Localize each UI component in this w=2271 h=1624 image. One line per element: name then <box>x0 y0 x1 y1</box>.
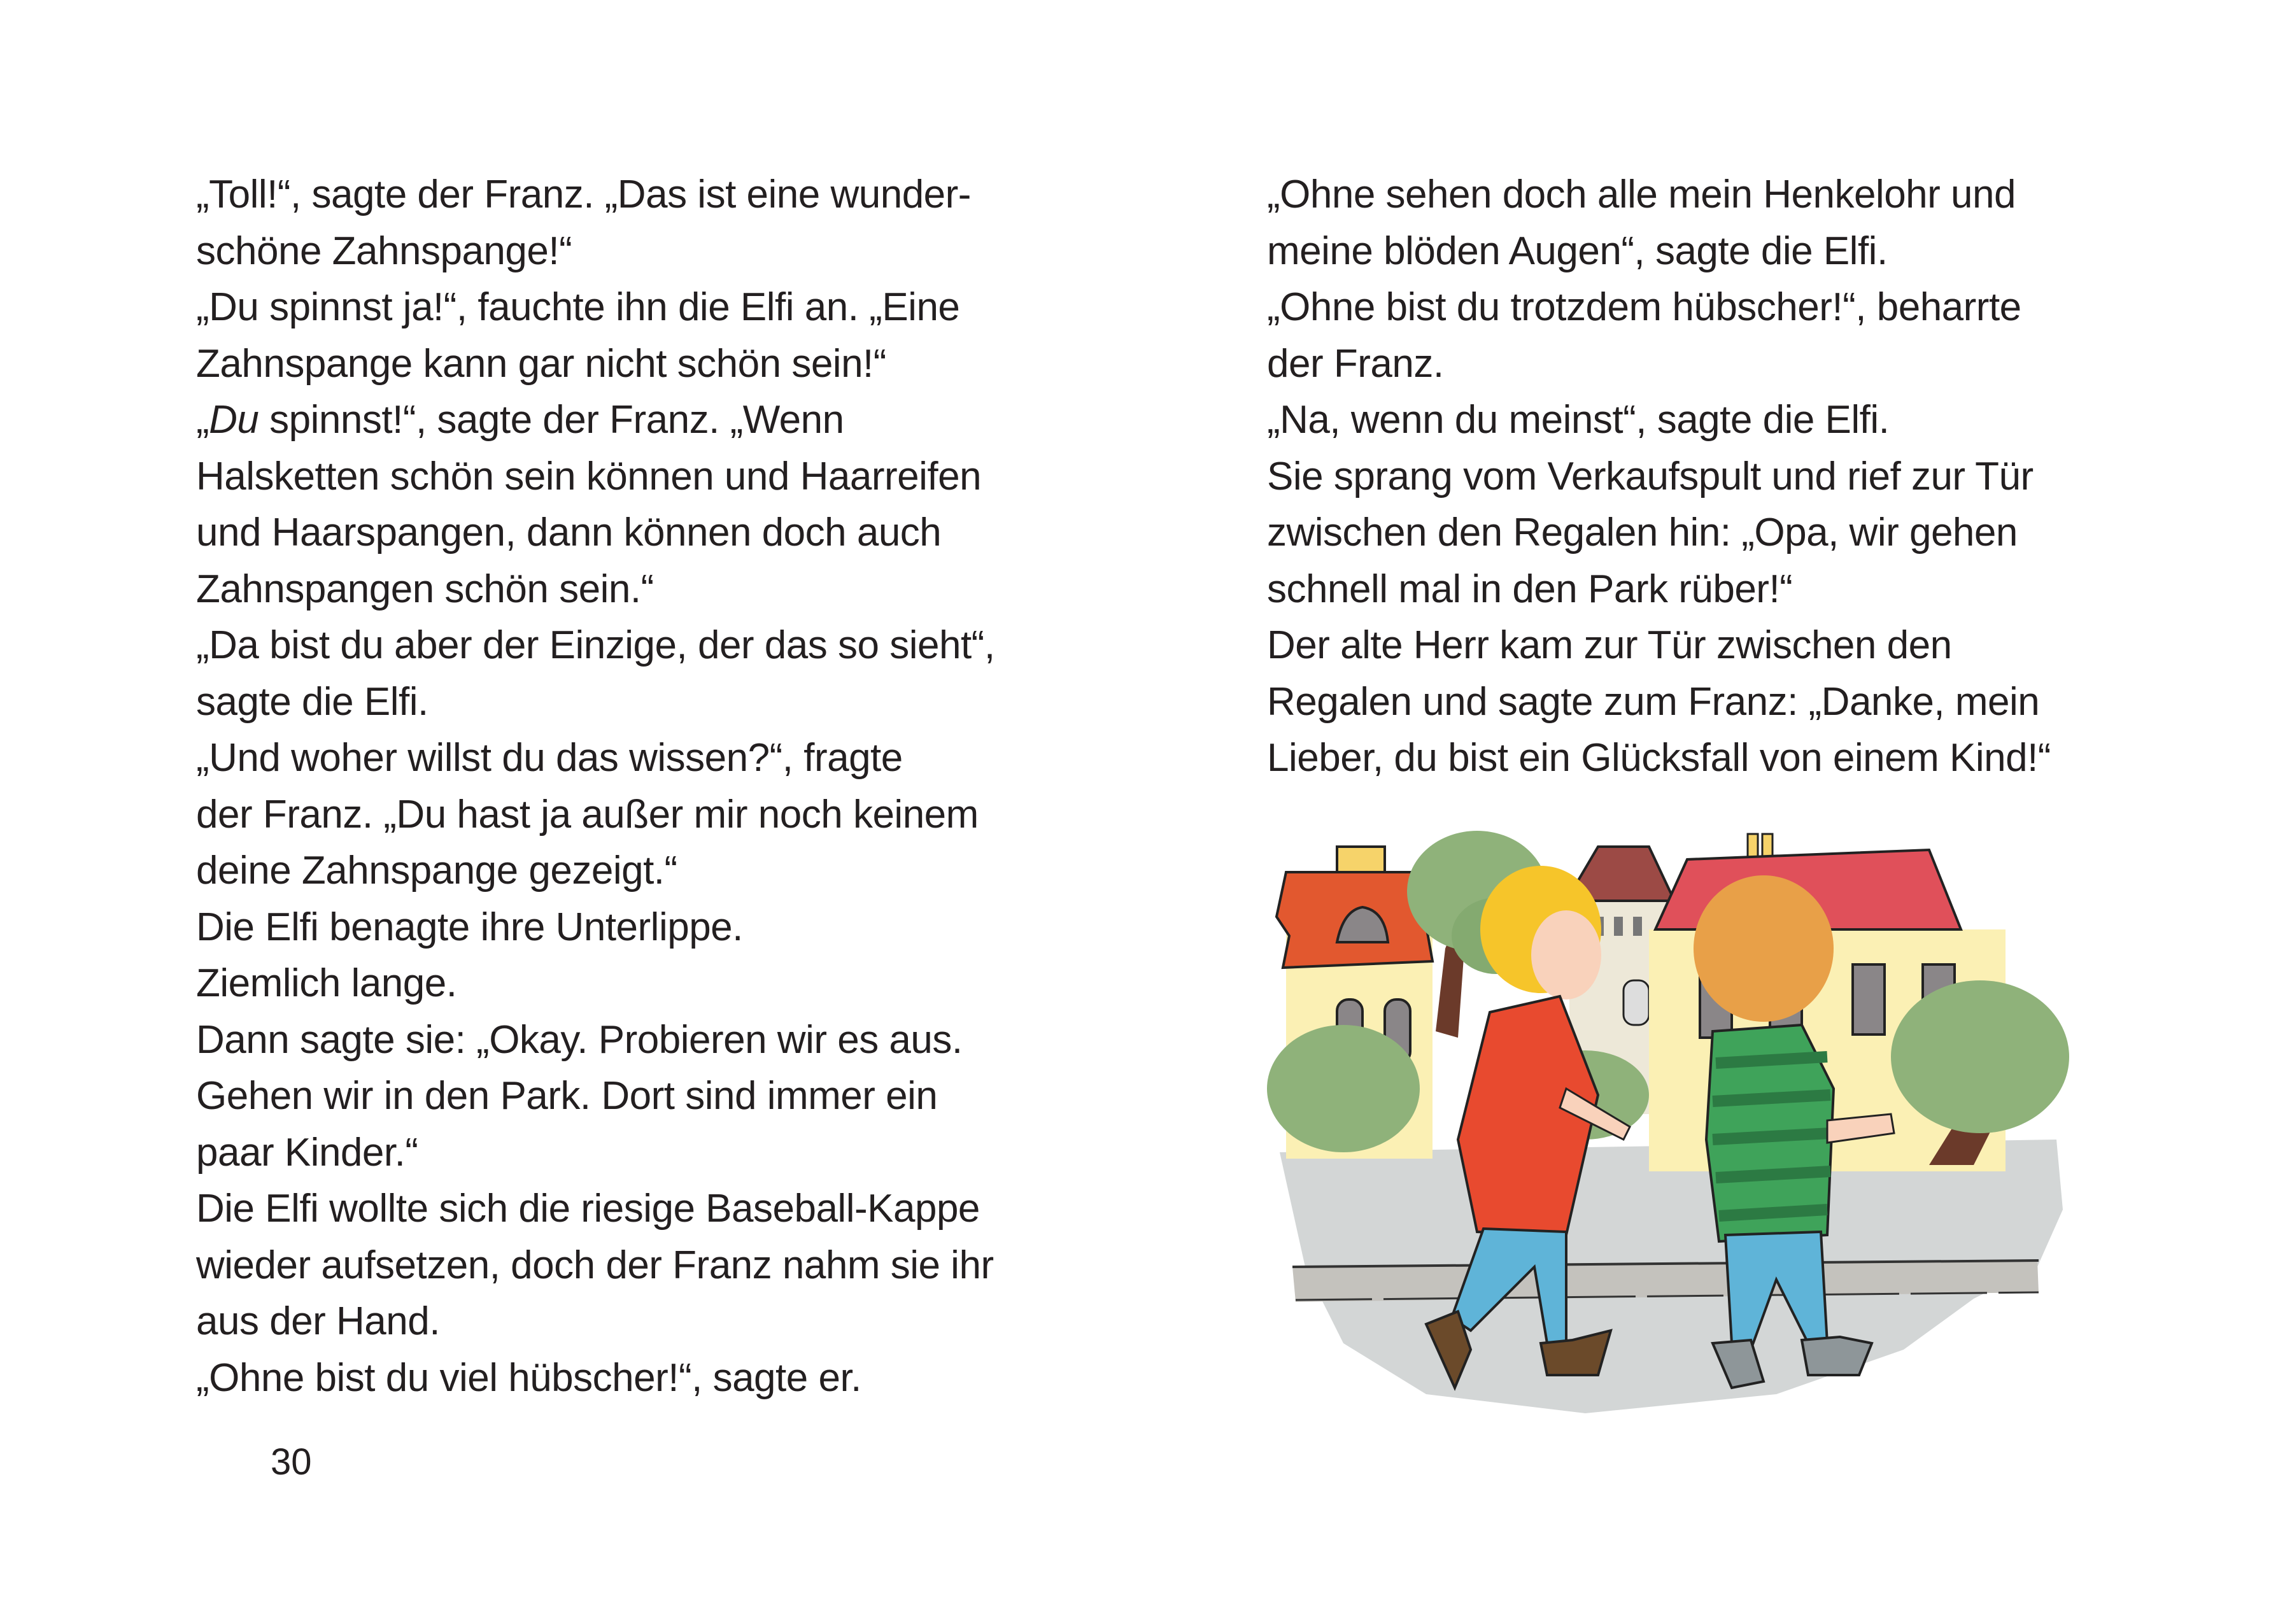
text-line: paar Kinder.“ <box>196 1130 418 1175</box>
text-line: deine Zahnspange gezeigt.“ <box>196 849 677 893</box>
text-line: Der alte Herr kam zur Tür zwischen den <box>1267 623 1952 667</box>
text-line: aus der Hand. <box>196 1299 440 1343</box>
left-page <box>0 0 1135 1624</box>
text-line: Gehen wir in den Park. Dort sind immer ein <box>196 1074 938 1118</box>
text-line: wieder aufsetzen, doch der Franz nahm sie ihr <box>196 1243 994 1287</box>
text-line: „Du spinnst!“, sagte der Franz. „Wenn <box>196 398 844 442</box>
text-line: Ziemlich lange. <box>196 961 457 1005</box>
illustration-svg <box>1267 821 2107 1432</box>
text-line: meine blöden Augen“, sagte die Elfi. <box>1267 229 1888 273</box>
text-line: zwischen den Regalen hin: „Opa, wir gehen <box>1267 511 2018 554</box>
bush-left <box>1267 1025 1420 1152</box>
text-line: „Toll!“, sagte der Franz. „Das ist eine wunder- <box>196 173 971 216</box>
text-line: Zahnspangen schön sein.“ <box>196 567 654 611</box>
text-line: „Da bist du aber der Einzige, der das so sieht“, <box>196 623 995 667</box>
text-line: Die Elfi wollte sich die riesige Baseball-Kappe <box>196 1187 980 1231</box>
text-line: „Und woher willst du das wissen?“, fragte <box>196 736 903 780</box>
text-line: Die Elfi benagte ihre Unterlippe. <box>196 905 743 949</box>
text-line: Lieber, du bist ein Glücksfall von einem Kind!“ <box>1267 736 2051 780</box>
text-line: „Na, wenn du meinst“, sagte die Elfi. <box>1267 398 1890 442</box>
text-line: der Franz. <box>1267 341 1444 386</box>
text-line: „Ohne sehen doch alle mein Henkelohr und <box>1267 173 2016 216</box>
page-number: 30 <box>271 1441 312 1483</box>
text-line: Halsketten schön sein können und Haarreifen <box>196 454 982 498</box>
text-line: „Du spinnst ja!“, fauchte ihn die Elfi an. „Eine <box>196 285 960 329</box>
text-line: schöne Zahnspange!“ <box>196 229 572 273</box>
text-line: „Ohne bist du trotzdem hübscher!“, beharrte <box>1267 285 2021 329</box>
text-line: Zahnspange kann gar nicht schön sein!“ <box>196 341 886 386</box>
emphasized-word: Du <box>209 398 259 442</box>
right-page-text <box>1267 167 2051 787</box>
text-line: der Franz. „Du hast ja außer mir noch keinem <box>196 792 979 837</box>
text-line: und Haarspangen, dann können doch auch <box>196 511 942 554</box>
text-line: schnell mal in den Park rüber!“ <box>1267 567 1793 611</box>
illustration-children-walking <box>1267 821 2107 1432</box>
text-line: Regalen und sagte zum Franz: „Danke, mein <box>1267 679 2040 724</box>
text-line: Sie sprang vom Verkaufspult und rief zur Tür <box>1267 454 2034 498</box>
left-page-text <box>196 167 995 1406</box>
text-line: Dann sagte sie: „Okay. Probieren wir es aus. <box>196 1017 963 1062</box>
text-line: sagte die Elfi. <box>196 679 428 724</box>
text-line: „Ohne bist du viel hübscher!“, sagte er. <box>196 1355 861 1400</box>
